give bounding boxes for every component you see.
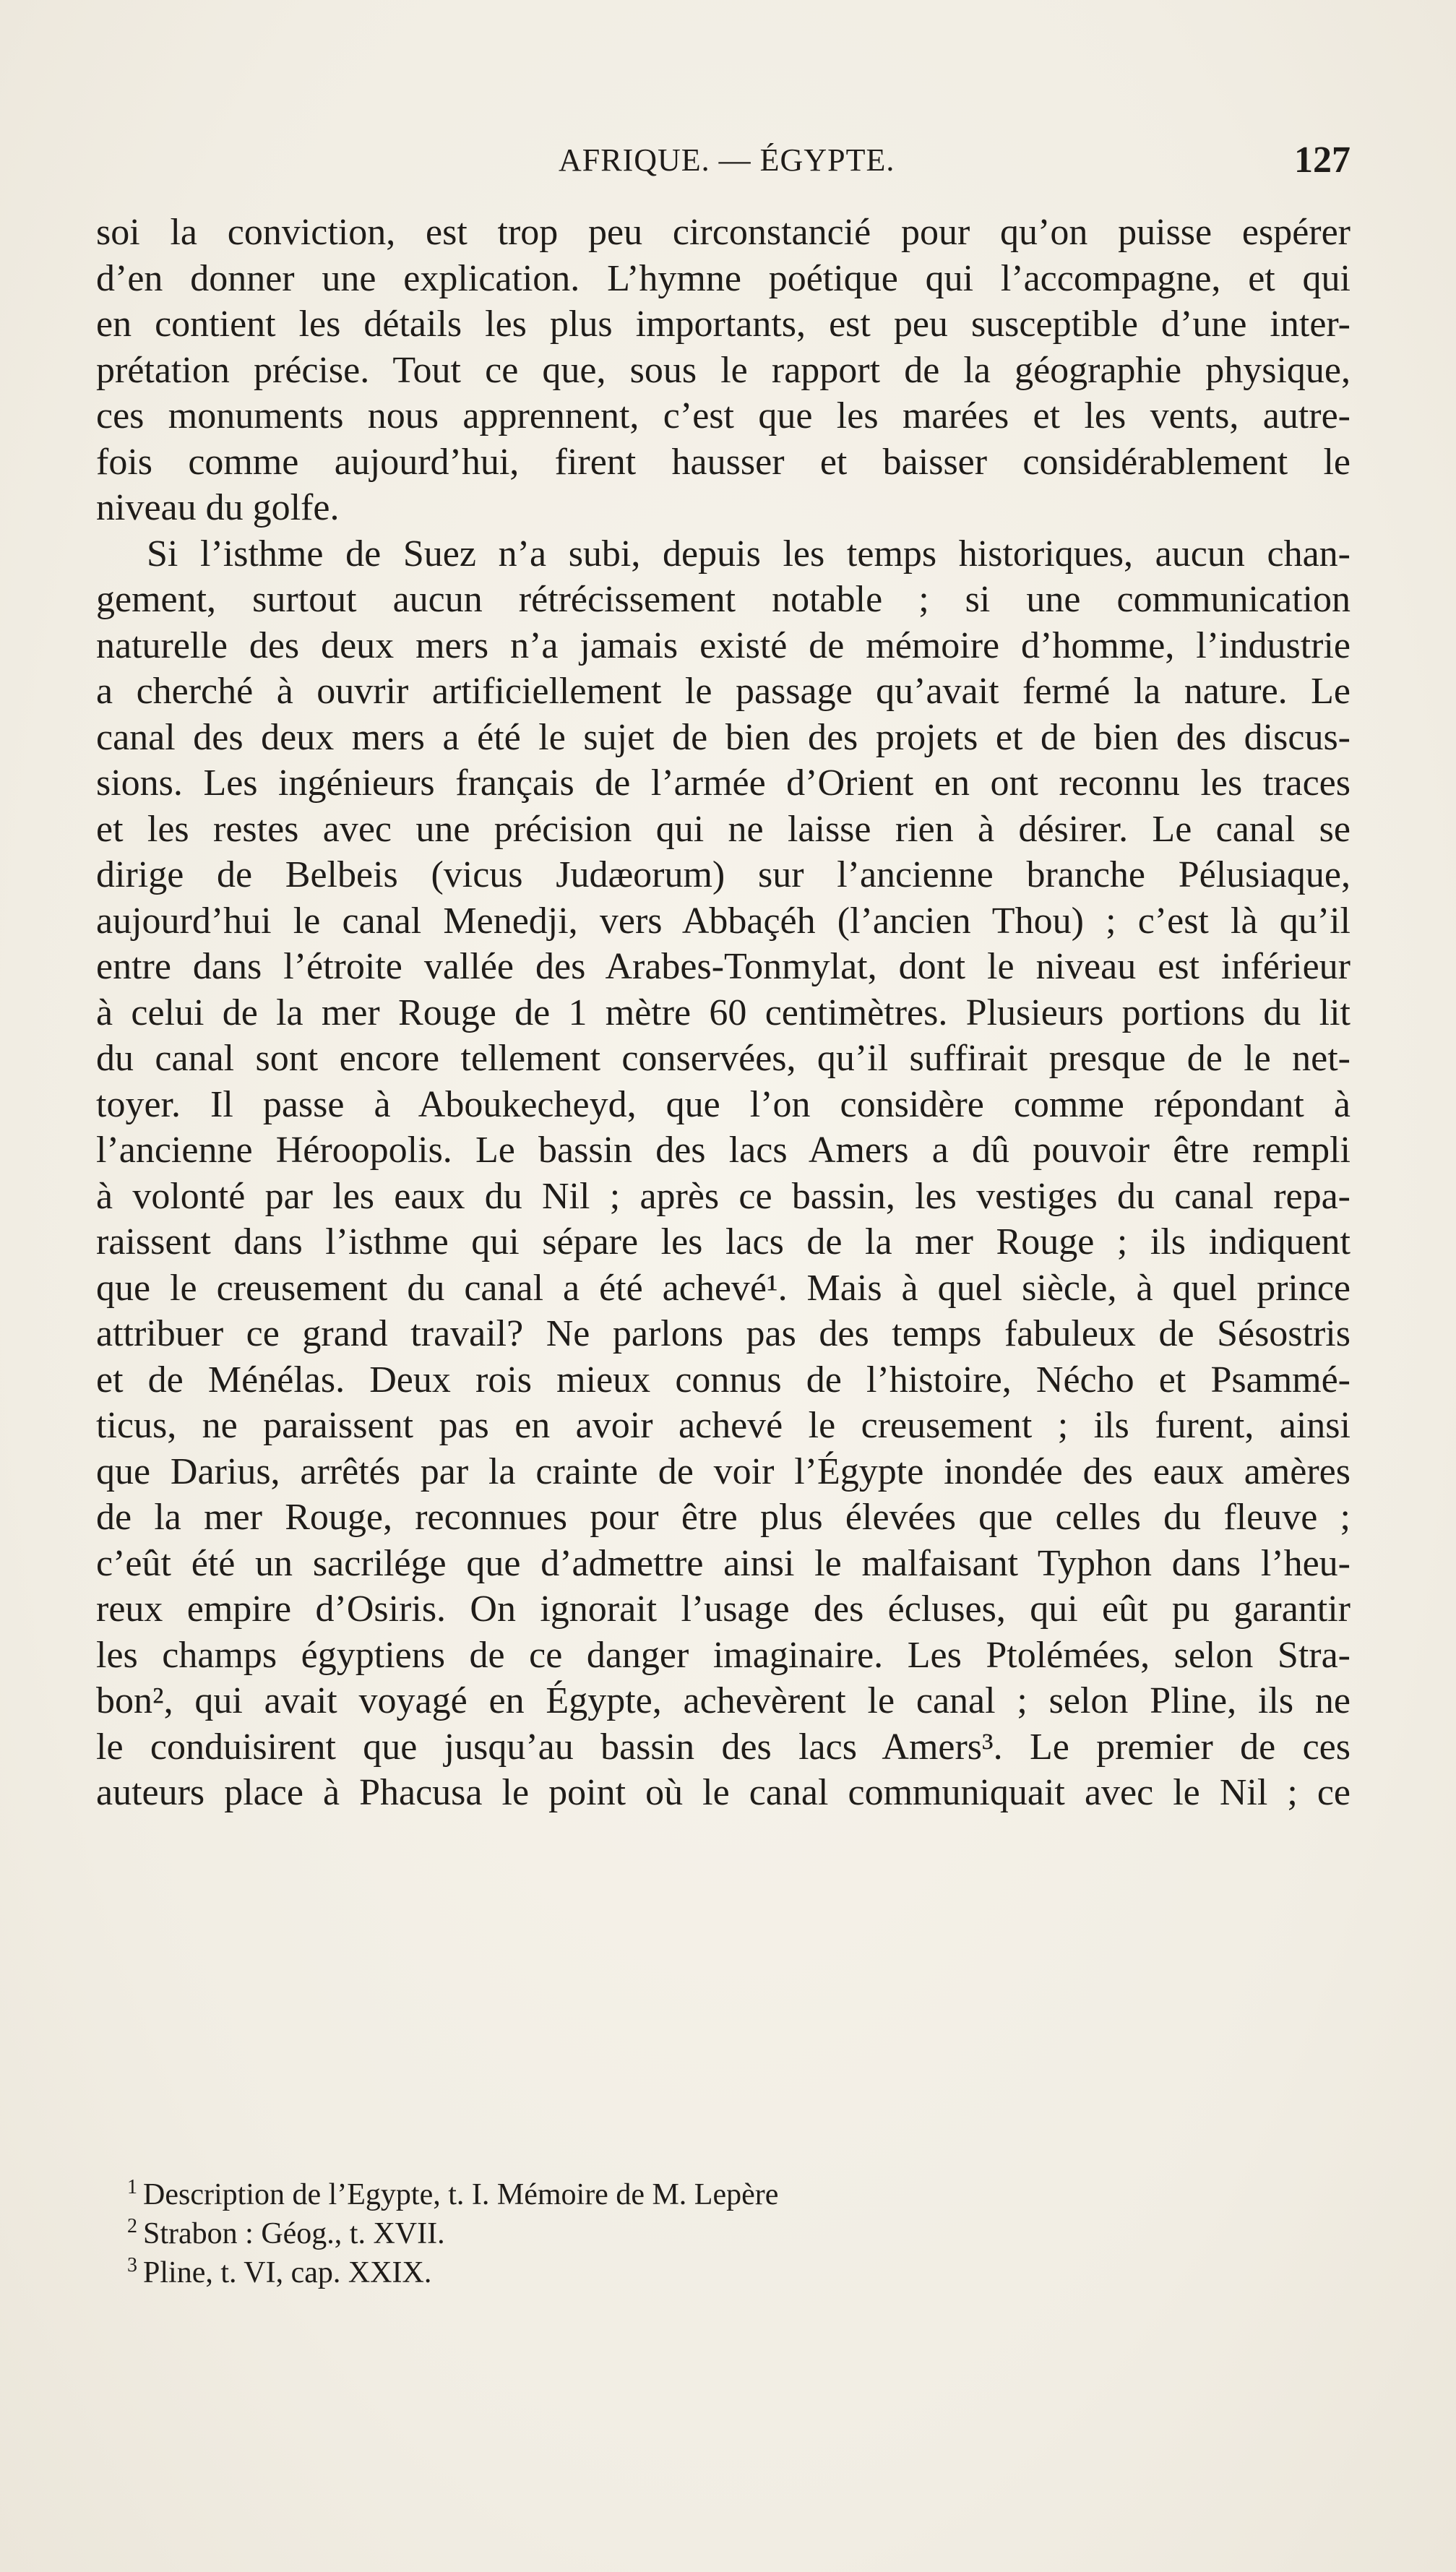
text-line: attribuer ce grand travail? Ne parlons pas des temps fabuleux de Sésostris [96, 1313, 1351, 1354]
text-line: raissent dans l’isthme qui sépare les lacs de la mer Rouge ; ils indiquent [96, 1221, 1351, 1263]
paragraph-2 [96, 531, 1351, 1816]
text-line: de la mer Rouge, reconnues pour être plus élevées que celles du fleuve ; [96, 1497, 1351, 1538]
text-line: auteurs place à Phacusa le point où le canal communiquait avec le Nil ; ce [96, 1772, 1351, 1813]
text-line: niveau du golfe. [96, 487, 340, 528]
text-line: que le creusement du canal a été achevé¹. Mais à quel siècle, à quel prince [96, 1267, 1351, 1309]
body-text [96, 210, 1351, 1816]
text-line: soi la conviction, est trop peu circonstancié pour qu’on puisse espérer [96, 212, 1351, 253]
text-line: reux empire d’Osiris. On ignorait l’usage des écluses, qui eût pu garantir [96, 1588, 1351, 1630]
text-line: ticus, ne paraissent pas en avoir achevé le creusement ; ils furent, ainsi [96, 1405, 1351, 1446]
text-line: l’ancienne Héroopolis. Le bassin des lacs Amers a dû pouvoir être rempli [96, 1130, 1351, 1171]
text-line: fois comme aujourd’hui, firent hausser et baisser considérablement le [96, 441, 1351, 483]
text-line: Si l’isthme de Suez n’a subi, depuis les temps historiques, aucun chan- [147, 533, 1351, 575]
footnote [127, 2168, 1211, 2211]
text-line: sions. Les ingénieurs français de l’armée d’Orient en ont reconnu les traces [96, 762, 1351, 804]
text-line: et les restes avec une précision qui ne laisse rien à désirer. Le canal se [96, 808, 1351, 850]
footnote-mark: 2 [127, 2215, 137, 2237]
footnote [127, 2207, 1211, 2250]
text-line: en contient les détails les plus importants, est peu susceptible d’une inter- [96, 304, 1351, 345]
text-line: a cherché à ouvrir artificiellement le passage qu’avait fermé la nature. Le [96, 671, 1351, 712]
running-head: AFRIQUE. — ÉGYPTE. [559, 142, 895, 178]
text-line: prétation précise. Tout ce que, sous le rapport de la géographie physique, [96, 349, 1351, 391]
text-line: dirige de Belbeis (vicus Judæorum) sur l’ancienne branche Pélusiaque, [96, 854, 1351, 895]
text-line: à volonté par les eaux du Nil ; après ce bassin, les vestiges du canal repa- [96, 1175, 1351, 1217]
footnote-text: Strabon : Géog., t. XVII. [143, 2217, 445, 2250]
text-line: que Darius, arrêtés par la crainte de voir l’Égypte inondée des eaux amères [96, 1450, 1351, 1492]
footnote-text: Description de l’Egypte, t. I. Mémoire de M. Lepère [143, 2178, 779, 2211]
footnote-mark: 1 [127, 2176, 137, 2198]
text-line: les champs égyptiens de ce danger imaginaire. Les Ptolémées, selon Stra- [96, 1634, 1351, 1676]
text-line: naturelle des deux mers n’a jamais existé de mémoire d’homme, l’industrie [96, 624, 1351, 666]
page-number: 127 [1294, 139, 1351, 181]
footnote-mark: 3 [127, 2254, 137, 2276]
footnote-text: Pline, t. VI, cap. XXIX. [143, 2256, 432, 2289]
footnote [127, 2246, 1211, 2289]
paragraph-1 [96, 210, 1351, 531]
text-line: gement, surtout aucun rétrécissement notable ; si une communication [96, 579, 1351, 620]
text-line: bon², qui avait voyagé en Égypte, achevèrent le canal ; selon Pline, ils ne [96, 1680, 1351, 1721]
footnotes [127, 2168, 1211, 2289]
text-line: canal des deux mers a été le sujet de bien des projets et de bien des discus- [96, 716, 1351, 758]
text-line: d’en donner une explication. L’hymne poétique qui l’accompagne, et qui [96, 257, 1351, 299]
text-line: ces monuments nous apprennent, c’est que les marées et les vents, autre- [96, 395, 1351, 436]
text-line: aujourd’hui le canal Menedji, vers Abbaçéh (l’ancien Thou) ; c’est là qu’il [96, 900, 1351, 942]
text-line: toyer. Il passe à Aboukecheyd, que l’on considère comme répondant à [96, 1083, 1351, 1125]
text-line: entre dans l’étroite vallée des Arabes-Tonmylat, dont le niveau est inférieur [96, 946, 1351, 987]
page-header [96, 139, 1351, 185]
text-line: et de Ménélas. Deux rois mieux connus de l’histoire, Nécho et Psammé- [96, 1359, 1351, 1401]
text-line: le conduisirent que jusqu’au bassin des lacs Amers³. Le premier de ces [96, 1726, 1351, 1768]
text-line: à celui de la mer Rouge de 1 mètre 60 centimètres. Plusieurs portions du lit [96, 992, 1351, 1033]
text-line: du canal sont encore tellement conservées, qu’il suffirait presque de le net- [96, 1038, 1351, 1079]
text-line: c’eût été un sacrilége que d’admettre ainsi le malfaisant Typhon dans l’heu- [96, 1542, 1351, 1584]
